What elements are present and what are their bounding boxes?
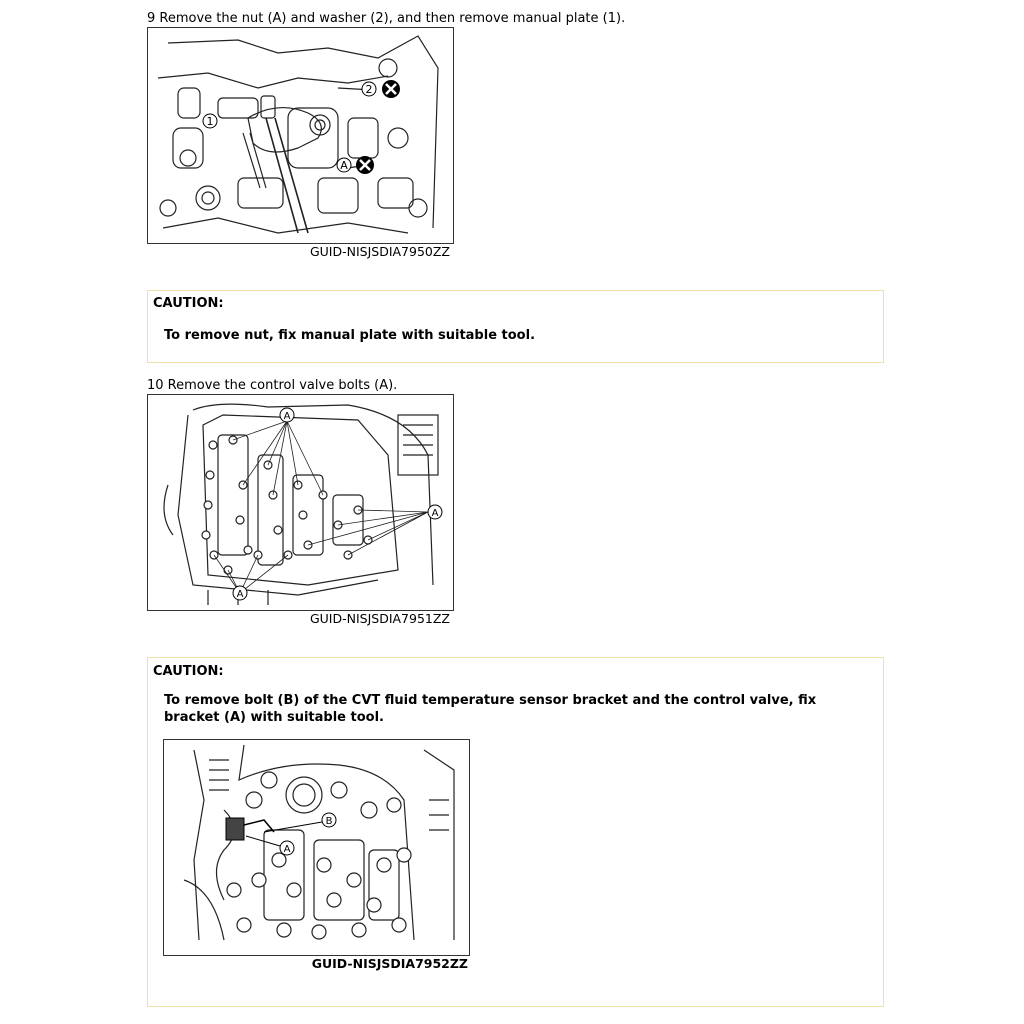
callout-A-top: A	[283, 411, 291, 422]
figure-sensor-bracket	[163, 739, 470, 956]
callout-A: A	[283, 844, 291, 855]
figure-caption: GUID-NISJSDIA7951ZZ	[309, 611, 450, 626]
caution-title: CAUTION:	[153, 296, 224, 311]
caution-text: To remove nut, fix manual plate with suitable tool.	[164, 328, 536, 343]
control-valve-illustration	[148, 395, 453, 610]
callout-1: 1	[206, 115, 214, 128]
caution-title: CAUTION:	[153, 664, 224, 679]
callout-2: 2	[365, 83, 373, 96]
callout-A-bottom: A	[236, 589, 244, 600]
step-10-text: 10 Remove the control valve bolts (A).	[147, 378, 398, 393]
caution-text: To remove bolt (B) of the CVT fluid temperature sensor bracket and the control valve, fix bracket (A) with suitable tool.	[164, 693, 817, 725]
callout-B: B	[325, 816, 333, 827]
manual-plate-illustration	[148, 28, 453, 243]
figure-caption: GUID-NISJSDIA7950ZZ	[309, 244, 450, 259]
sensor-bracket-illustration	[164, 740, 469, 955]
figure-caption: GUID-NISJSDIA7952ZZ	[311, 956, 468, 971]
callout-A-right: A	[431, 508, 439, 519]
step-9-text: 9 Remove the nut (A) and washer (2), and then remove manual plate (1).	[147, 11, 626, 26]
figure-manual-plate	[147, 27, 454, 244]
caution-box	[147, 657, 884, 1007]
callout-A: A	[340, 159, 348, 172]
figure-control-valve-bolts	[147, 394, 454, 611]
caution-box	[147, 290, 884, 363]
